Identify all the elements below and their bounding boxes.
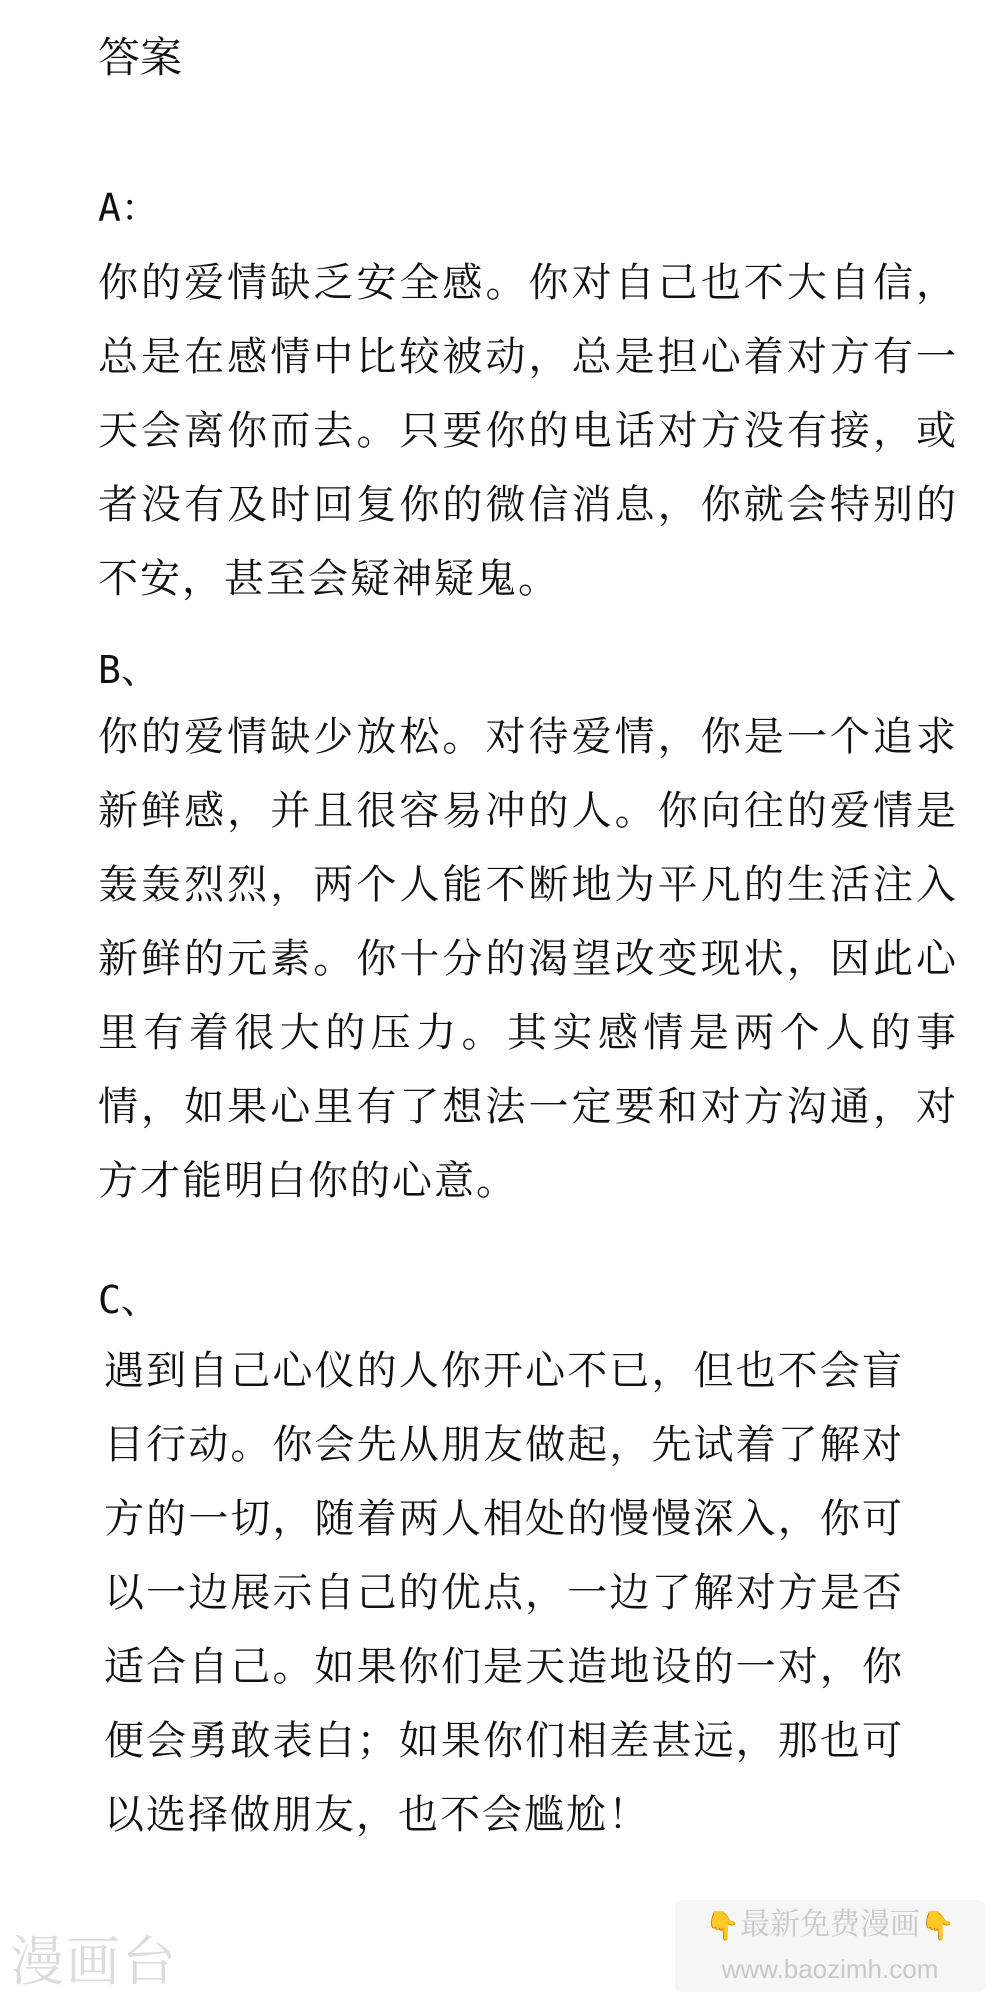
pointing-down-hand-icon: 👇: [920, 1908, 955, 1942]
pointing-down-hand-icon: 👇: [705, 1908, 740, 1942]
answer-a-text: 你的爱情缺乏安全感。你对自己也不大自信，总是在感情中比较被动，总是担心着对方有一天会离你而去。只要你的电话对方没有接，或者没有及时回复你的微信消息，你就会特别的不安，甚至会疑神疑鬼。: [98, 260, 958, 602]
answer-b-text: 你的爱情缺少放松。对待爱情，你是一个追求新鲜感，并且很容易冲的人。你向往的爱情是轰轰烈烈，两个人能不断地为平凡的生活注入新鲜的元素。你十分的渴望改变现状，因此心里有着很大的压力。其实感情是两个人的事情，如果心里有了想法一定要和对方沟通，对方才能明白你的心意。: [98, 714, 958, 1204]
site-watermark: 漫画台: [10, 1930, 178, 1993]
page-title: 答案: [98, 33, 183, 82]
answer-c-label: C、: [98, 1278, 159, 1322]
promo-text: 最新免费漫画: [740, 1907, 920, 1942]
promo-watermark[interactable]: [675, 1900, 985, 1992]
answer-c-text: 遇到自己心仪的人你开心不已，但也不会盲目行动。你会先从朋友做起，先试着了解对方的一切，随着两人相处的慢慢深入，你可以一边展示自己的优点，一边了解对方是否适合自己。如果你们是天造地设的一对，你便会勇敢表白；如果你们相差甚远，那也可以选择做朋友，也不会尴尬！: [104, 1348, 904, 1838]
answer-b-label: B、: [98, 648, 159, 692]
answer-a-label: A：: [98, 186, 159, 230]
promo-line: [675, 1902, 985, 1949]
promo-url[interactable]: www.baozimh.com: [721, 1953, 939, 1984]
